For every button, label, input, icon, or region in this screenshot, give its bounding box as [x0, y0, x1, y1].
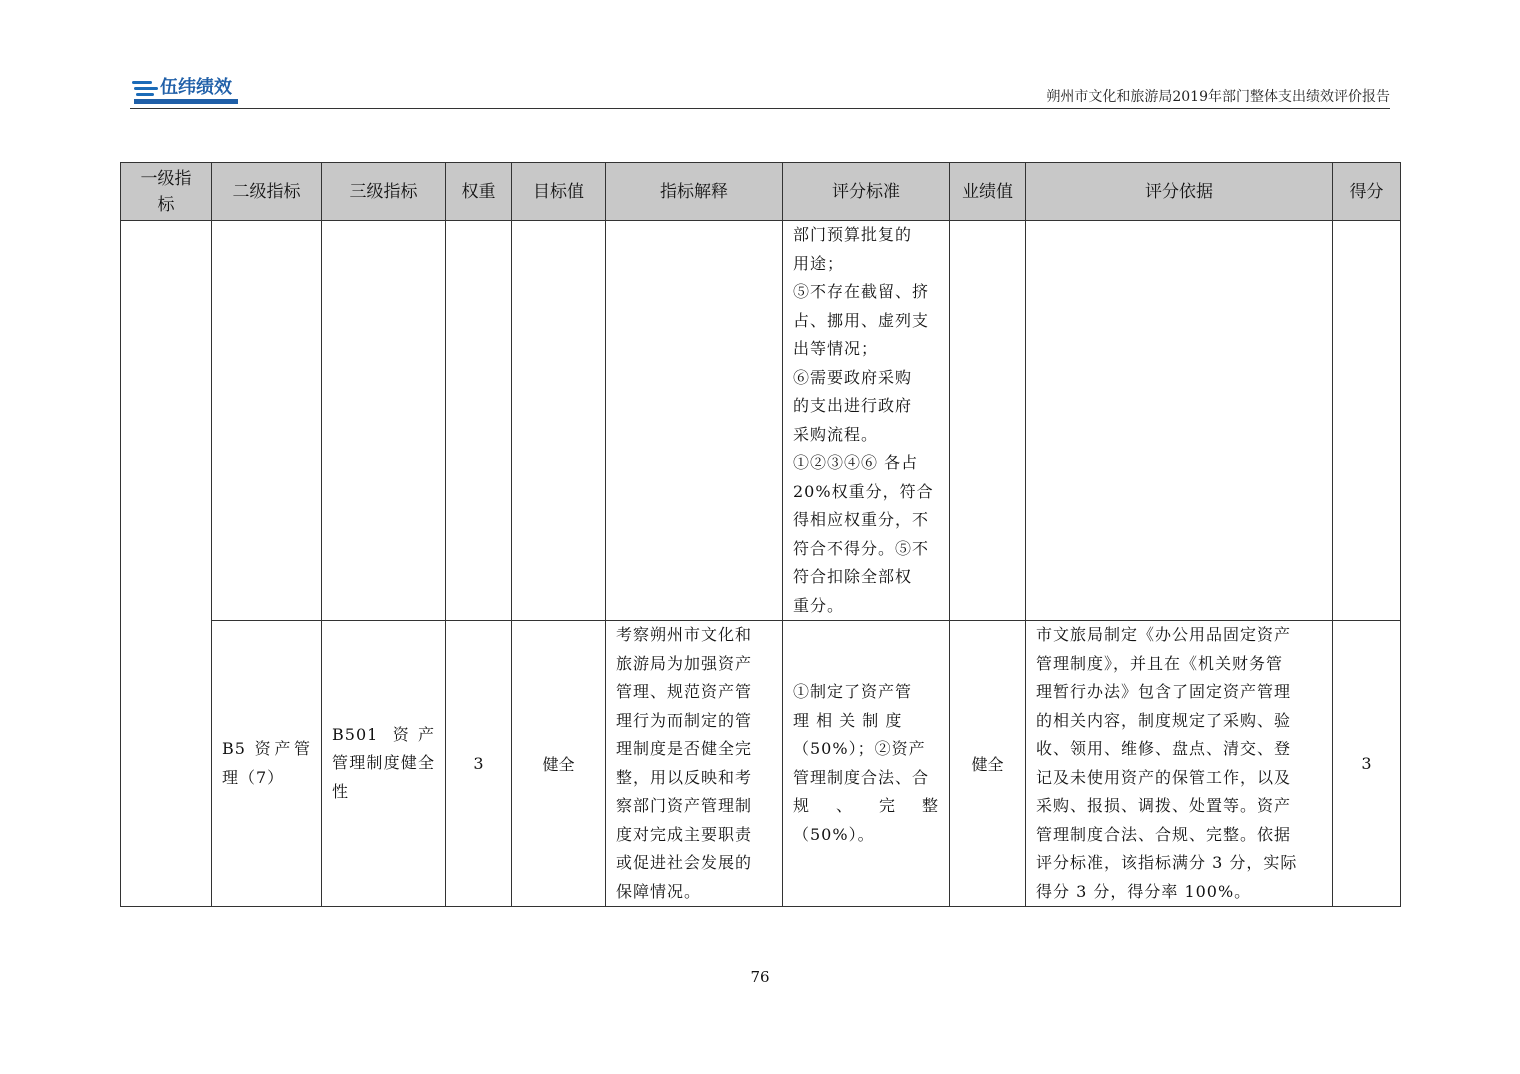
cell-performance: 健全	[950, 621, 1026, 907]
cell-basis: 市文旅局制定《办公用品固定资产 管理制度》，并且在《机关财务管 理暂行办法》包含了固定资产管理 的相关内容，制度规定了采购、验 收、领用、维修、盘点、清交、登 记及未使用资产的保管工作，以及 采购、报损、调拨、处置等。资产 管理制度合法、合规、完整。依据 评分标准，该指标满分 3 分，实际 得分 3 分，得分率 100%。	[1026, 621, 1333, 907]
company-logo	[132, 78, 238, 106]
cell-score: 3	[1333, 621, 1401, 907]
logo-band	[134, 99, 238, 104]
cell-level2-b5: B5 资产管理（7）	[212, 621, 322, 907]
cell-criteria-continued: 部门预算批复的 用途； ⑤不存在截留、挤 占、挪用、虚列支 出等情况； ⑥需要政府采购 的支出进行政府 采购流程。 ①②③④⑥ 各占 20%权重分，符合 得相应权重分，不 符合不得分。⑤不 符合扣除全部权 重分。	[783, 221, 950, 621]
header-level3: 三级指标	[322, 163, 446, 221]
header-explanation: 指标解释	[606, 163, 783, 221]
logo-wave-icon	[132, 78, 158, 98]
cell-empty	[1026, 221, 1333, 621]
header-performance: 业绩值	[950, 163, 1026, 221]
cell-empty	[322, 221, 446, 621]
report-title: 朔州市文化和旅游局2019年部门整体支出绩效评价报告	[1046, 89, 1390, 105]
header-score: 得分	[1333, 163, 1401, 221]
table-row-continued	[121, 221, 1401, 621]
cell-empty	[446, 221, 512, 621]
header-target: 目标值	[512, 163, 606, 221]
page-number: 76	[750, 968, 770, 986]
header-level1: 一级指标	[121, 163, 212, 221]
header-weight: 权重	[446, 163, 512, 221]
table-header-row	[121, 163, 1401, 221]
cell-level1-empty	[121, 221, 212, 907]
evaluation-table	[120, 162, 1401, 907]
page-header	[130, 76, 1390, 109]
header-level2: 二级指标	[212, 163, 322, 221]
cell-weight: 3	[446, 621, 512, 907]
cell-empty	[606, 221, 783, 621]
table-row-b5	[121, 621, 1401, 907]
cell-explanation: 考察朔州市文化和 旅游局为加强资产 管理、规范资产管 理行为而制定的管 理制度是否健全完 整，用以反映和考 察部门资产管理制 度对完成主要职责 或促进社会发展的 保障情况。	[606, 621, 783, 907]
logo-text: 伍纬绩效	[160, 77, 232, 98]
cell-target: 健全	[512, 621, 606, 907]
cell-empty	[950, 221, 1026, 621]
cell-empty	[1333, 221, 1401, 621]
header-criteria: 评分标准	[783, 163, 950, 221]
cell-level3-b501: B501 资产管理制度健全性	[322, 621, 446, 907]
cell-criteria: ①制定了资产管 理 相 关 制 度 （50%）；②资产 管理制度合法、合 规、完整（50%）。	[783, 621, 950, 907]
cell-empty	[512, 221, 606, 621]
header-basis: 评分依据	[1026, 163, 1333, 221]
cell-empty	[212, 221, 322, 621]
